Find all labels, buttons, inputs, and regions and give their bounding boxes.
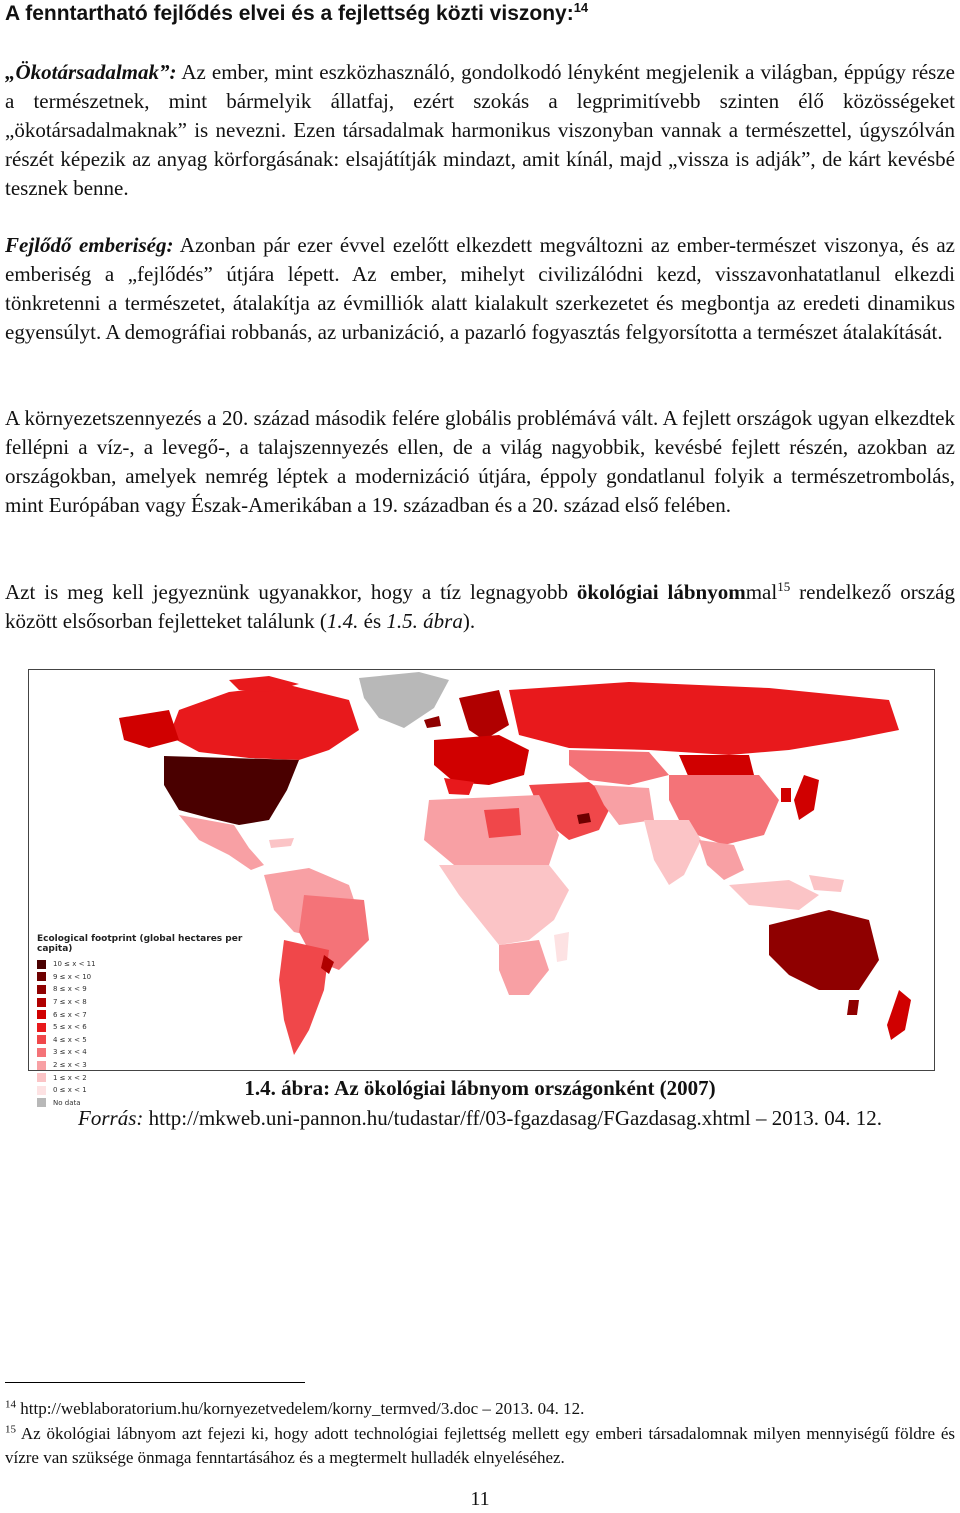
footnote-15: $^{15}$ Az ökológiai lábnyom azt fejezi ki, hogy adott technológiai fejlettség mellett egy emberi társadalomnak milyen mennyiségű földre és vízre van szüksége önmaga fenntartásához és a megtermelt hulladék elnyeléséhez. (5, 1423, 955, 1467)
legend-item (37, 983, 247, 996)
legend-label: 10 ≤ x < 11 (53, 960, 96, 969)
paragraph-pollution: A környezetszennyezés a 20. század második felére globális problémává vált. A fejlett országok ugyan elkezdtek fellépni a víz-, a levegő-, a talajszennyezés ellen, de a világ nagyobbik, kevésbé fejlett részén, azokban az országokban, amelyek nemrég léptek a modernizáció útjára, éppoly gondatlanul folyik a természetrombolás, mint Európában vagy Észak-Amerikában a 19. században és a 20. század első felében. (5, 406, 955, 517)
legend-swatch (37, 1061, 46, 1070)
footnote-14: $^{14}$ http://weblaboratorium.hu/kornyezetvedelem/korny_termved/3.doc – 2013. 04. 12. (5, 1398, 585, 1418)
footnote-divider (5, 1382, 305, 1383)
legend-label: 8 ≤ x < 9 (53, 985, 87, 994)
legend-swatch (37, 1023, 46, 1032)
footnote-ref-14[interactable]: 14 (573, 0, 589, 15)
paragraph-developing-humanity: Fejlődő emberiség: Azonban pár ezer évvel ezelőtt elkezdett megváltozni az ember-természet viszonya, és az emberiség a „fejlődés” útjára lépett. Az ember, mihelyt civilizálódni kezd, visszavonhatatlanul elkezdi tönkretenni a természetet, átalakítja az évmilliók alatt kialakult szerkezetet és megbontja az eredeti dinamikus egyensúlyt. A demográfiai robbanás, az urbanizáció, a pazarló fogyasztás felgyorsította a természet átalakítását. (5, 233, 955, 344)
page-number: 11 (470, 1488, 490, 1510)
section-heading: A fenntartható fejlődés elvei és a fejlettség közti viszony:$^{14}$ (5, 0, 589, 25)
legend-swatch (37, 998, 46, 1007)
legend-item (37, 1021, 247, 1034)
paragraph-ecosocieties: „Ökotársadalmak”: Az ember, mint eszközhasználó, gondolkodó lényként megjelenik a világban, éppúgy része a természetnek, mint bármelyik állatfaj, ezért szokás a legprimitívebb szinten élő közösségeket „ökotársadalmaknak” is nevezni. Ezen társadalmak harmonikus viszonyban vannak a természettel, úgyszólván részét képezik az anyag körforgásának: elsajátítják mindazt, amit kínál, majd „vissza is adják”, de kárt kevésbé tesznek benne. (5, 60, 955, 200)
legend-swatch (37, 1010, 46, 1019)
footnote-14-link[interactable]: http://weblaboratorium.hu/kornyezetvedelem/korny_termved/3.doc – 2013. 04. 12. (16, 1399, 585, 1418)
figure-source-link[interactable]: http://mkweb.uni-pannon.hu/tudastar/ff/03-fgazdasag/FGazdasag.xhtml – 2013. 04. 12. (143, 1106, 882, 1130)
paragraph-lead: Fejlődő emberiség: (5, 233, 174, 257)
legend-item (37, 971, 247, 984)
legend-item (37, 1059, 247, 1072)
legend-swatch (37, 960, 46, 969)
legend-label: 0 ≤ x < 1 (53, 1086, 87, 1095)
legend-label: 3 ≤ x < 4 (53, 1048, 87, 1057)
figure-caption: 1.4. ábra: Az ökológiai lábnyom országonként (2007) (244, 1076, 716, 1100)
legend-item (37, 1008, 247, 1021)
legend-label: 2 ≤ x < 3 (53, 1061, 87, 1070)
legend-title: Ecological footprint (global hectares per capita) (37, 934, 243, 954)
legend-item (37, 1046, 247, 1059)
legend-label: 7 ≤ x < 8 (53, 998, 87, 1007)
legend-item (37, 958, 247, 971)
legend-swatch (37, 1048, 46, 1057)
paragraph-footprint: Azt is meg kell jegyeznünk ugyanakkor, hogy a tíz legnagyobb ökológiai lábnyommal$^{15}$ rendelkező ország között elsősorban fejletteket találunk (1.4. és 1.5. ábra). (5, 579, 955, 633)
legend-label: 9 ≤ x < 10 (53, 972, 92, 981)
legend-item (37, 996, 247, 1009)
legend-label: 6 ≤ x < 7 (53, 1010, 87, 1019)
legend-swatch (37, 985, 46, 994)
legend-label: No data (53, 1098, 81, 1107)
legend-swatch (37, 1035, 46, 1044)
legend-label: 4 ≤ x < 5 (53, 1035, 87, 1044)
legend-item (37, 1034, 247, 1047)
legend-swatch (37, 972, 46, 981)
figure-source: Forrás: http://mkweb.uni-pannon.hu/tudastar/ff/03-fgazdasag/FGazdasag.xhtml – 2013. 04. 12. (78, 1106, 882, 1130)
paragraph-lead: „Ökotársadalmak”: (5, 60, 177, 84)
legend-label: 1 ≤ x < 2 (53, 1073, 87, 1082)
legend-label: 5 ≤ x < 6 (53, 1023, 87, 1032)
footnote-ref-15[interactable]: 15 (777, 579, 791, 594)
